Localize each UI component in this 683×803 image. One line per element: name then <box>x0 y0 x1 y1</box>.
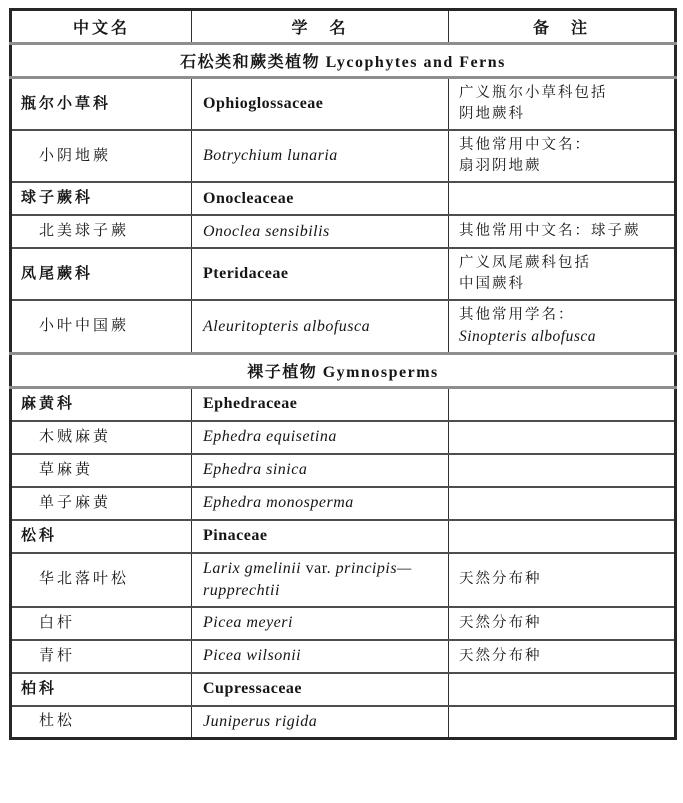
scientific-name-cell: Picea meyeri <box>192 607 449 640</box>
section-title: 裸子植物 Gymnosperms <box>11 354 676 388</box>
family-row <box>11 520 676 553</box>
note-cell <box>449 182 676 215</box>
note-cell <box>449 673 676 706</box>
scientific-name-cell: Juniperus rigida <box>192 706 449 739</box>
note-cell <box>449 706 676 739</box>
scientific-name-cell: Aleuritopteris albofusca <box>192 300 449 354</box>
species-row <box>11 607 676 640</box>
species-row <box>11 706 676 739</box>
chinese-name-cell: 凤尾蕨科 <box>11 248 192 300</box>
chinese-name-cell: 杜松 <box>11 706 192 739</box>
species-row <box>11 553 676 607</box>
scientific-name-cell: Botrychium lunaria <box>192 130 449 182</box>
column-header-chinese-name: 中文名 <box>11 10 192 44</box>
table-body <box>11 44 676 739</box>
note-cell <box>449 520 676 553</box>
section-title: 石松类和蕨类植物 Lycophytes and Ferns <box>11 44 676 78</box>
note-cell: 天然分布种 <box>449 553 676 607</box>
family-row <box>11 78 676 131</box>
species-row <box>11 487 676 520</box>
chinese-name-cell: 白杆 <box>11 607 192 640</box>
chinese-name-cell: 青杆 <box>11 640 192 673</box>
note-cell: 其他常用学名： Sinopteris albofusca <box>449 300 676 354</box>
species-row <box>11 215 676 248</box>
chinese-name-cell: 瓶尔小草科 <box>11 78 192 131</box>
species-row <box>11 130 676 182</box>
scientific-name-cell: Ephedra monosperma <box>192 487 449 520</box>
scientific-name-cell: Onocleaceae <box>192 182 449 215</box>
scientific-name-cell: Ephedra sinica <box>192 454 449 487</box>
note-cell: 广义凤尾蕨科包括 中国蕨科 <box>449 248 676 300</box>
species-row <box>11 640 676 673</box>
section-row <box>11 354 676 388</box>
note-cell: 其他常用中文名： 扇羽阴地蕨 <box>449 130 676 182</box>
chinese-name-cell: 单子麻黄 <box>11 487 192 520</box>
header-row <box>11 10 676 44</box>
scientific-name-cell: Pinaceae <box>192 520 449 553</box>
scientific-name-cell: Ophioglossaceae <box>192 78 449 131</box>
note-cell: 广义瓶尔小草科包括 阴地蕨科 <box>449 78 676 131</box>
chinese-name-cell: 松科 <box>11 520 192 553</box>
scientific-name-cell: Onoclea sensibilis <box>192 215 449 248</box>
chinese-name-cell: 小阴地蕨 <box>11 130 192 182</box>
chinese-name-cell: 球子蕨科 <box>11 182 192 215</box>
chinese-name-cell: 小叶中国蕨 <box>11 300 192 354</box>
species-row <box>11 454 676 487</box>
note-cell <box>449 487 676 520</box>
chinese-name-cell: 北美球子蕨 <box>11 215 192 248</box>
note-cell: 天然分布种 <box>449 640 676 673</box>
note-cell <box>449 454 676 487</box>
chinese-name-cell: 草麻黄 <box>11 454 192 487</box>
chinese-name-cell: 木贼麻黄 <box>11 421 192 454</box>
column-header-notes: 备 注 <box>449 10 676 44</box>
column-header-scientific-name: 学 名 <box>192 10 449 44</box>
family-row <box>11 673 676 706</box>
chinese-name-cell: 麻黄科 <box>11 388 192 421</box>
scientific-name-cell: Picea wilsonii <box>192 640 449 673</box>
scientific-name-cell: Larix gmelinii var. principis—rupprechtii <box>192 553 449 607</box>
note-cell <box>449 388 676 421</box>
note-cell: 其他常用中文名：球子蕨 <box>449 215 676 248</box>
species-row <box>11 300 676 354</box>
chinese-name-cell: 华北落叶松 <box>11 553 192 607</box>
chinese-name-cell: 柏科 <box>11 673 192 706</box>
scientific-name-cell: Ephedra equisetina <box>192 421 449 454</box>
family-row <box>11 182 676 215</box>
scientific-name-cell: Cupressaceae <box>192 673 449 706</box>
scientific-name-cell: Pteridaceae <box>192 248 449 300</box>
family-row <box>11 388 676 421</box>
note-cell <box>449 421 676 454</box>
species-row <box>11 421 676 454</box>
family-row <box>11 248 676 300</box>
section-row <box>11 44 676 78</box>
scientific-name-cell: Ephedraceae <box>192 388 449 421</box>
plant-table <box>9 8 677 740</box>
note-cell: 天然分布种 <box>449 607 676 640</box>
